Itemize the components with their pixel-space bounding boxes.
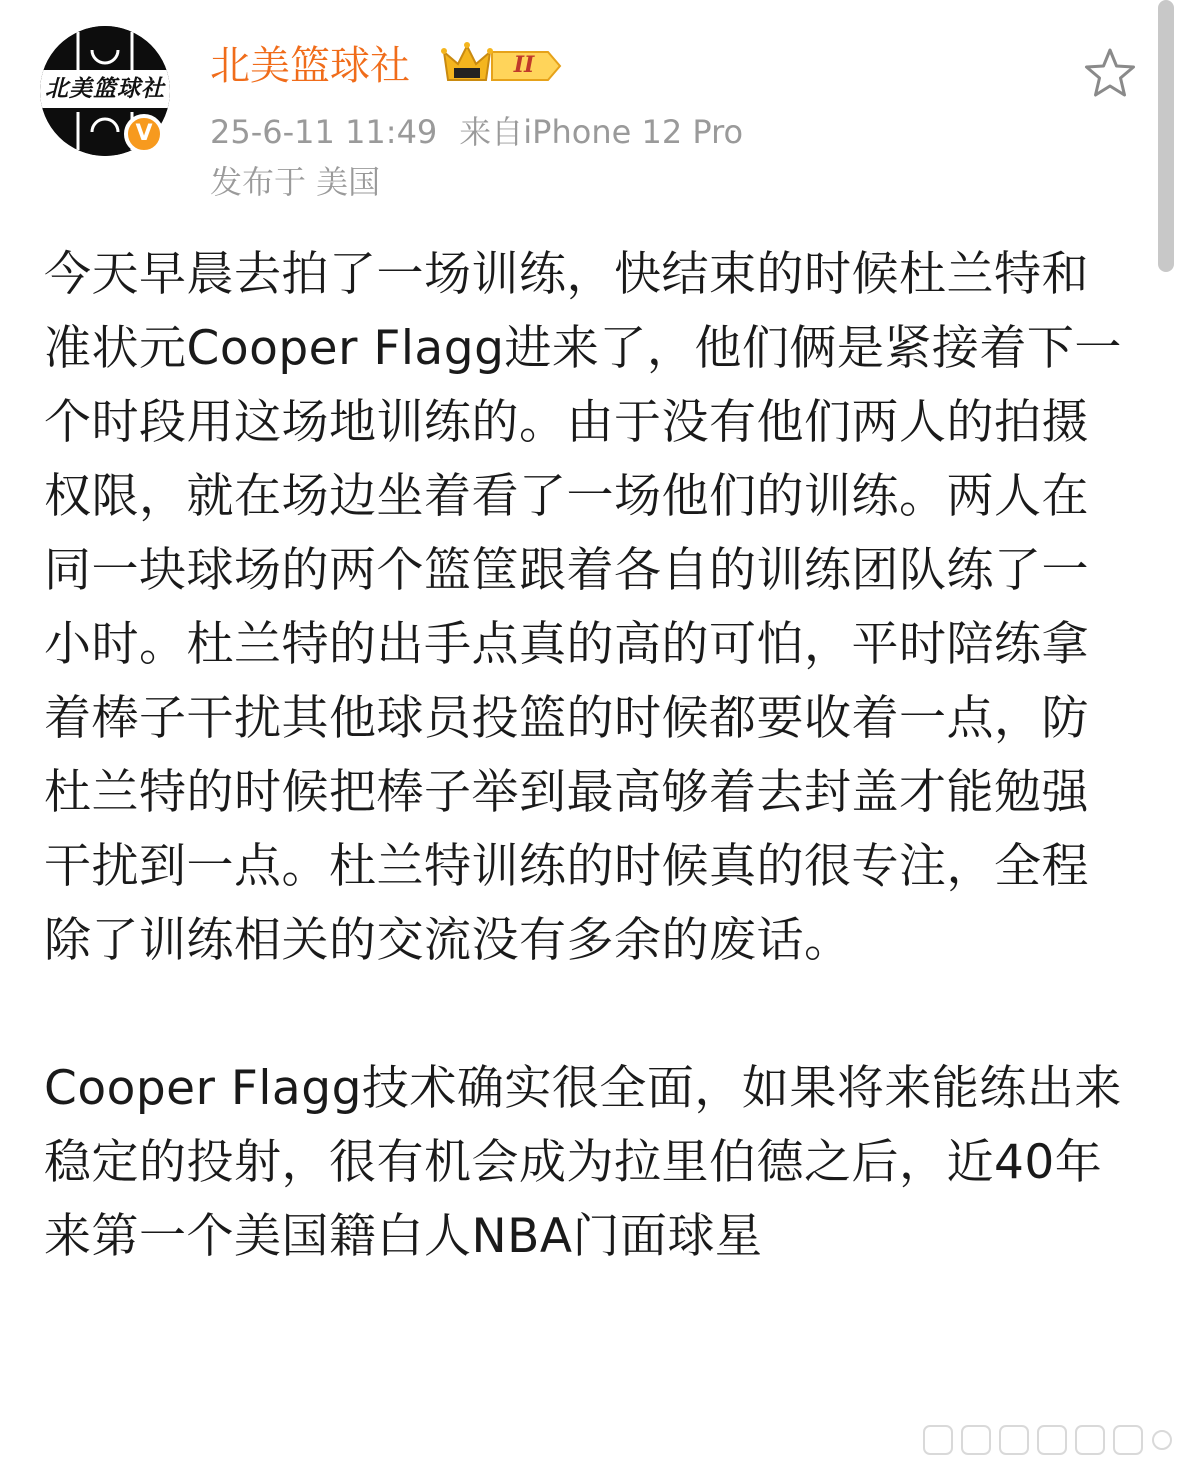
post-meta [210,112,743,152]
post-source: 来自iPhone 12 Pro [459,113,744,151]
paragraph-spacer [44,978,1136,1052]
vip-level: II [513,52,535,78]
avatar-logo-text: 北美篮球社 [40,70,170,108]
post-paragraph: Cooper Flagg技术确实很全面，如果将来能练出来稳定的投射，很有机会成为拉里伯德之后，近40年来第一个美国籍白人NBA门面球星 [44,1061,1122,1264]
watermark-icon [918,1418,1176,1462]
post-body [44,238,1136,1274]
crown-icon [440,40,562,92]
favorite-button[interactable] [1080,44,1140,104]
post-timestamp: 25-6-11 11:49 [210,113,438,151]
scrollbar[interactable] [1158,0,1174,272]
username[interactable]: 北美篮球社 [210,43,410,89]
post-paragraph: 今天早晨去拍了一场训练，快结束的时候杜兰特和准状元Cooper Flagg进来了，他们俩是紧接着下一个时段用这场地训练的。由于没有他们两人的拍摄权限，就在场边坐着看了一场他们的训练。两人在同一块球场的两个篮筐跟着各自的训练团队练了一小时。杜兰特的出手点真的高的可怕，平时陪练拿着棒子干扰其他球员投篮的时候都要收着一点，防杜兰特的时候把棒子举到最高够着去封盖才能勉强干扰到一点。杜兰特训练的时候真的很专注，全程除了训练相关的交流没有多余的废话。 [44,247,1122,968]
vip-badge[interactable] [440,40,562,92]
star-outline-icon [1080,44,1140,104]
watermark-logo [918,1418,1176,1462]
post-location: 发布于 美国 [210,163,381,201]
verified-badge-icon: V [124,114,164,154]
